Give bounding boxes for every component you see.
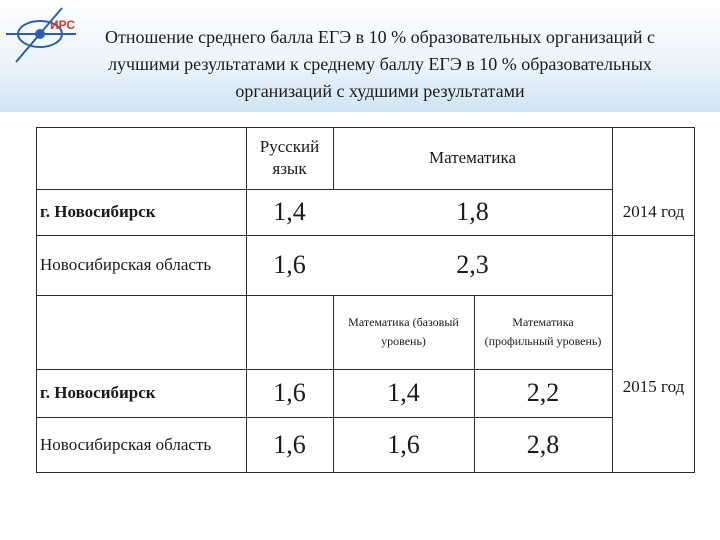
header-russian-2014: Русский язык [259,137,320,178]
row-label-region-2014: Новосибирская область [40,255,212,274]
value-math-base-novosibirsk-2015: 1,4 [387,378,420,407]
header-math-2014: Математика [428,148,517,167]
header-math-profile-2015: Математика (профильный уровень) [484,315,602,348]
logo-icon [4,4,84,68]
value-russian-novosibirsk-2014: 1,4 [273,197,306,226]
page-title: Отношение среднего балла ЕГЭ в 10 % образовательных организаций с лучшими результатами к среднему баллу ЕГЭ в 10 % образовательных организаций с худшими результатами [105,27,655,101]
row-label-novosibirsk-2015: г. Новосибирск [40,383,156,402]
results-table [36,127,695,473]
row-label-novosibirsk-2014: г. Новосибирск [40,202,156,221]
value-math-region-2014: 2,3 [456,250,489,279]
value-math-novosibirsk-2014: 1,8 [456,197,489,226]
header-math-base-2015: Математика (базовый уровень) [348,315,459,348]
value-math-base-region-2015: 1,6 [387,430,420,459]
row-label-region-2015: Новосибирская область [40,435,212,454]
value-russian-region-2015: 1,6 [273,430,306,459]
year-label-2014: 2014 год [622,202,685,221]
value-russian-region-2014: 1,6 [273,250,306,279]
logo-text: ИРС [50,18,75,32]
value-russian-novosibirsk-2015: 1,6 [273,378,306,407]
value-math-profile-novosibirsk-2015: 2,2 [526,378,560,407]
year-label-2015: 2015 год [622,377,685,396]
logo [4,4,84,68]
value-math-profile-region-2015: 2,8 [526,430,560,459]
